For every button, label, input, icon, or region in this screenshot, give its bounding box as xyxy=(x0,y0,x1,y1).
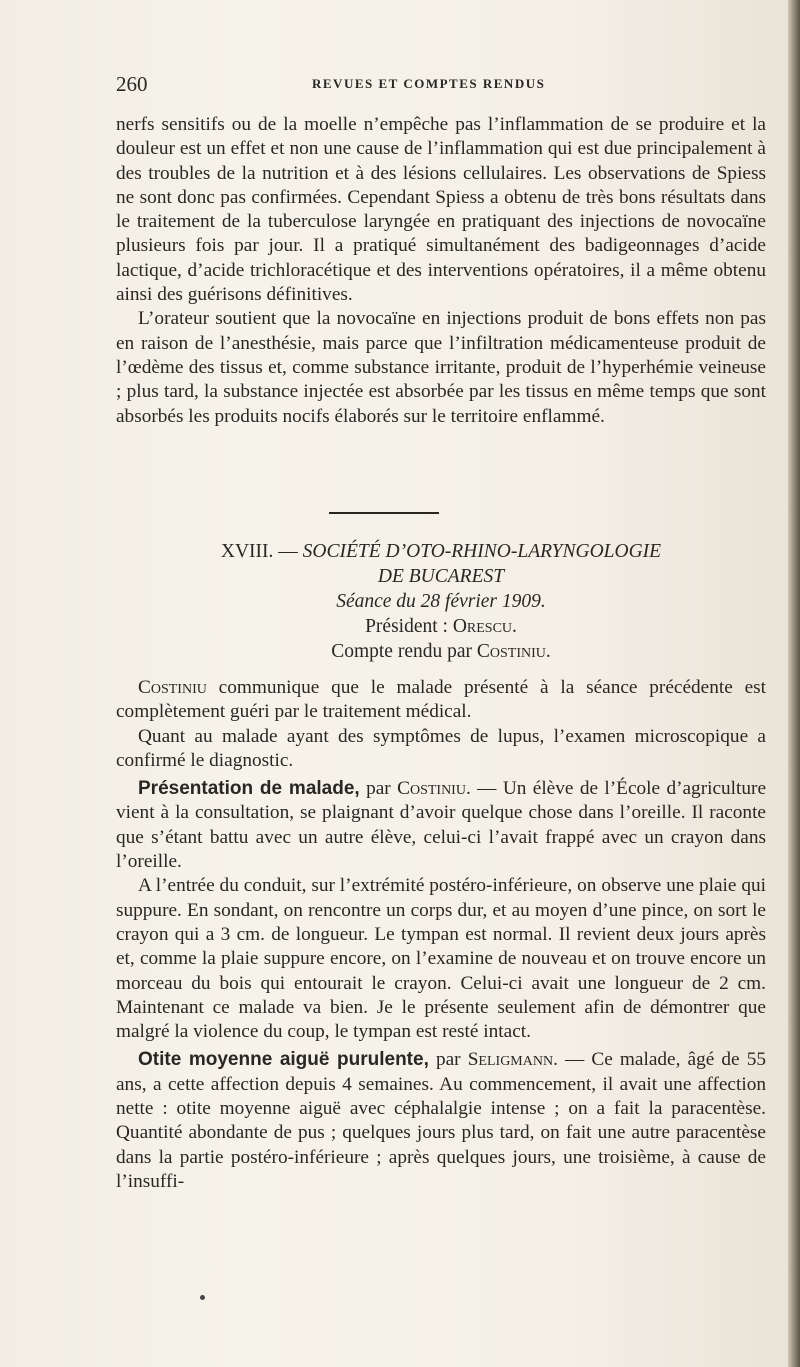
paragraph-costiniu: Costiniu communique que le malade présenté à la séance précédente est complètement guéri par le traitement médical. xyxy=(116,677,766,723)
journal-title: REVUES ET COMPTES RENDUS xyxy=(312,76,546,91)
ink-speck xyxy=(200,1295,205,1300)
paragraph-orateur: L’orateur soutient que la novocaïne en injections produit de bons effets non pas en raison de l’anesthésie, mais parce que l’infiltration médicamenteuse produit de l’œdème des tissus et, comme substance irritante, produit de l’hyperhémie veineuse ; plus tard, la substance injectée est absorbée par les tissus en même temps que sont absorbés les produits nocifs élaborés sur le territoire enflammé. xyxy=(116,308,766,427)
case-heading: Présentation de malade, xyxy=(138,778,360,800)
session-date: Séance du 28 février 1909. xyxy=(336,591,546,612)
report-line xyxy=(116,641,766,663)
case-heading-otite: Otite moyenne aiguë purulente, xyxy=(138,1049,429,1071)
paragraph-examination: A l’entrée du conduit, sur l’extrémité postéro-inférieure, on observe une plaie qui suppure. En sondant, on rencontre un corps dur, et au moyen d’une pince, on sort le crayon qui a 3 cm. de longueur. Le tympan est normal. Il revient deux jours après et, comme la plaie suppure encore, on l’examine de nouveau et on trouve encore un morceau du bois qui entourait le crayon. Celui-ci avait une longueur de 2 cm. Maintenant ce malade va bien. Je le présente seulement afin de démontrer que malgré la violence du coup, le tympan est resté intact. xyxy=(116,875,766,1043)
page-number: 260 xyxy=(116,72,148,96)
page-edge xyxy=(788,0,800,1367)
paragraph-presentation: Présentation de malade, par Costiniu. — Un élève de l’École d’agriculture vient à la consultation, se plaignant d’avoir quelque chose dans l’oreille. Il raconte que s’étant battu avec un autre élève, celui-ci l’avait frappé avec un crayon dans l’oreille. xyxy=(116,778,767,873)
text-block-2 xyxy=(116,676,766,1194)
president-line xyxy=(116,616,766,638)
president-name: Orescu. xyxy=(452,616,517,637)
section-divider xyxy=(329,512,439,514)
report-label: Compte rendu par xyxy=(331,641,473,662)
report-name: Costiniu. xyxy=(476,641,551,662)
text-block-1 xyxy=(116,113,766,429)
paragraph-lupus: Quant au malade ayant des symptômes de lupus, l’examen microscopique a confirmé le diagnostic. xyxy=(116,725,766,771)
president-label: Président : xyxy=(365,616,448,637)
speaker-name: Costiniu xyxy=(138,677,207,698)
society-name: SOCIÉTÉ D’OTO-RHINO-LARYNGOLOGIE xyxy=(302,541,662,562)
section-number: XVIII. — xyxy=(220,541,298,562)
paragraph-otite: Otite moyenne aiguë purulente, par Seligmann. — Ce malade, âgé de 55 ans, a cette affection depuis 4 semaines. Au commencement, il avait une affection nette : otite moyenne aiguë avec céphalalgie intense ; on a fait la paracentèse. Quantité abondante de pus ; quelques jours plus tard, on fait une autre paracentèse dans la partie postéro-inférieure ; après quelques jours, une troisième, à cause de l’insuffi- xyxy=(116,1049,766,1192)
society-city: DE BUCAREST xyxy=(377,566,505,587)
paragraph-continued: nerfs sensitifs ou de la moelle n’empêche pas l’inflammation de se produire et la douleur est un effet et non une cause de l’inflammation qui est due principalement à des troubles de la nutrition et à des lésions cellulaires. Les observations de Spiess ne sont donc pas confirmées. Cependant Spiess a obtenu de très bons résultats dans le traitement de la tuberculose laryngée en pratiquant des injections de novocaïne plusieurs fois par jour. Il a pratiqué simultanément des badigeonnages d’acide lactique, d’acide trichloracétique et des interventions opératoires, il a même obtenu ainsi des guérisons définitives. xyxy=(116,114,766,306)
presenter-name-seligmann: Seligmann. xyxy=(467,1049,558,1071)
running-head xyxy=(116,72,766,102)
presenter-name: Costiniu. xyxy=(397,778,471,800)
section-heading xyxy=(116,541,766,563)
